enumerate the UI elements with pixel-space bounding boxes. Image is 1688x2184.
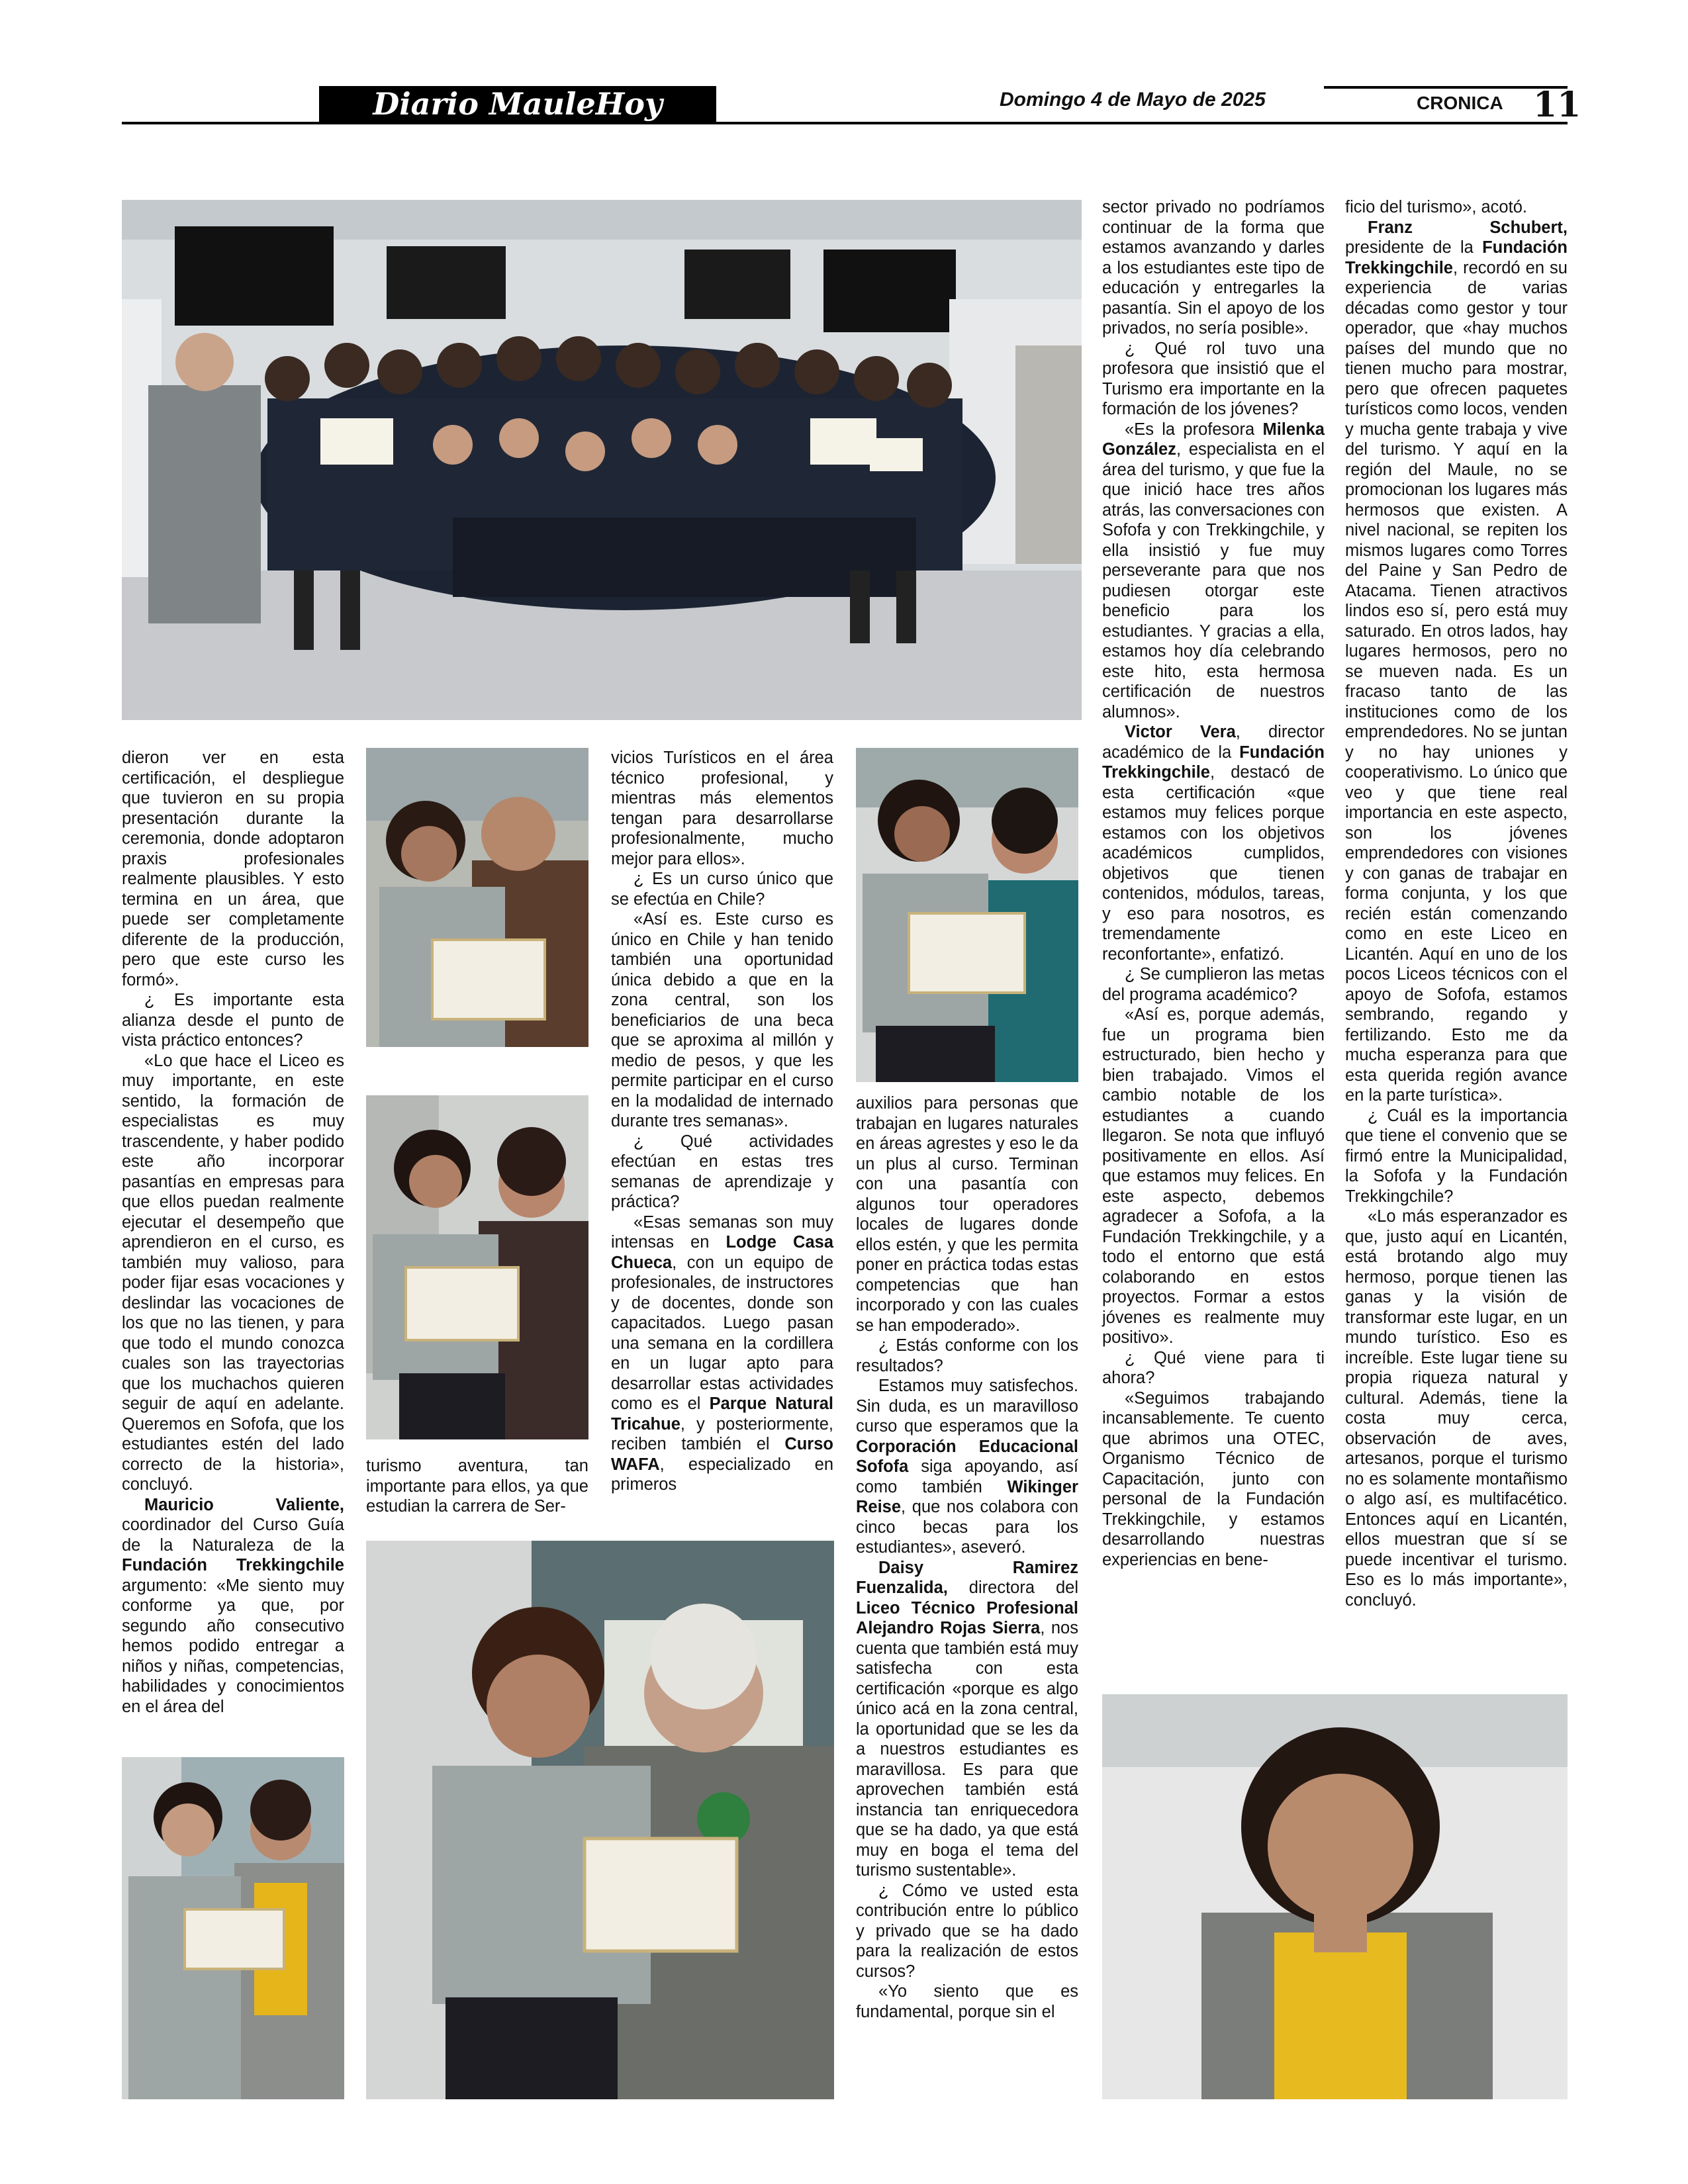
article-column-4 [856,1093,1078,2022]
wikinger-reise: Wikinger Reise [856,1477,1078,1516]
col1-paragraph-1: dieron ver en esta certificación, el despliegue que tuvieron en su propia presentación durante la ceremonia, donde adoptaron praxis profesionales realmente plausibles. Y esto termina en un área, que puede ser completamente diferente de la producción, pero que este curso les formó». [122,749,344,989]
page-number: 11 [1533,85,1581,125]
boy-woman-photo [122,1757,344,2099]
col5-question-2: ¿ Se cumplieron las metas del programa académico? [1102,965,1325,1004]
article-column-6 [1345,197,1568,1610]
name-mauricio-valiente: Mauricio Valiente, [144,1495,344,1514]
col4-question-2: ¿ Cómo ve usted esta contribución entre lo público y privado que se ha dado para la realización de estos cursos? [856,1881,1078,1981]
article-column-3 [611,748,833,1495]
org-trekkingchile-3: Fundación Trekkingchile [1345,238,1568,277]
col1-question-1: ¿ Es importante esta alianza desde el punto de vista práctico entonces? [122,991,344,1050]
col6-question-1: ¿ Cuál es la importancia que tiene el convenio que se firmó entre la Municipalidad, la Sofofa y la Fundación Trekkingchile? [1345,1106,1568,1206]
col5-paragraph-1: sector privado no podríamos continuar de la forma que estamos avanzando y darles a los estudiantes este tipo de educación y entregarles la pasantía. Sin el apoyo de los privados, no sería posible». [1102,198,1325,338]
masthead-logo: Diario MauleHoy [373,86,663,122]
section-name: CRONICA [1417,93,1503,113]
header-rule-top-right [1324,86,1568,89]
col5-paragraph-6: «Así es, porque además, fue un programa bien estructurado, bien hecho y bien trabajado. Vimos el cambio notable de los estudiantes a cuando llegaron. Se nota que influyó positivamente en ellos. Así que estamos muy felices. En este aspecto, debemos agradecer a Sofofa, a la Fundación Trekkingchile, y a todo el entorno que está colaborando en estos proyectos. Formar a estos jóvenes es realmente muy positivo». [1102,1005,1325,1347]
col3-paragraph-3: «Así es. Este curso es único en Chile y han tenido también una oportunidad única debido a que en la zona central, son los beneficiarios de una beca que se aproxima al millón y medio de pesos, y que les permite participar en el curso en la modalidad de internado durante tres semanas». [611,910,833,1130]
curso-wafa: Curso WAFA [611,1435,833,1474]
corporacion-sofofa: Corporación Educacional Sofofa [856,1437,1078,1476]
article-column-5 [1102,197,1325,1570]
col3-paragraph-1: vicios Turísticos en el área técnico profesional, y mientras más elementos tengan para desarrollarse profesionalmente, mucho mejor para ellos». [611,749,833,868]
name-franz-schubert: Franz Schubert, [1368,218,1568,237]
header-rule-left [122,122,718,124]
parque-tricahue: Parque Natural Tricahue [611,1394,834,1433]
col1-paragraph-4: Mauricio Valiente, coordinador del Curso Guía de la Naturaleza de la Fundación Trekkingchile argumento: «Me siento muy conforme ya que, por segundo año consecutivo hemos podido entregar a niños y niñas, competencias, habilidades y conocimientos en el área del [122,1495,344,1716]
org-trekkingchile-2: Fundación Trekkingchile [1102,743,1325,782]
col4-paragraph-6: «Yo siento que es fundamental, porque sin el [856,1982,1078,2021]
issue-date: Domingo 4 de Mayo de 2025 [1000,89,1266,111]
col4-paragraph-4: Daisy Ramirez Fuenzalida, directora del Liceo Técnico Profesional Alejandro Rojas Sierra, nos cuenta que también está muy satisfecha con esta certificación «porque es algo único acá en la zona central, la oportunidad que se les da a nuestros estudiantes es maravillosa. Es para que aprovechen también está instancia tan enriquecedora que se ha dado, ya que está muy en boga el tema del turismo sustentable». [856,1558,1078,1880]
name-milenka-gonzalez: Milenka González [1102,420,1325,459]
liceo-name: Liceo Técnico Profesional Alejandro Rojas Sierra [856,1598,1078,1637]
header-rule-right [716,122,1568,124]
name-victor-vera: Victor Vera [1125,723,1236,741]
col4-paragraph-3: Estamos muy satisfechos. Sin duda, es un maravilloso curso que esperamos que la Corporación Educacional Sofofa siga apoyando, así como también Wikinger Reise, que nos colabora con cinco becas para los estudiantes», aseveró. [856,1377,1078,1557]
article-column-2 [366,1456,588,1517]
org-trekkingchile: Fundación Trekkingchile [122,1556,344,1574]
col5-paragraph-8: «Seguimos trabajando incansablemente. Te cuento que abrimos una OTEC, Organismo Técnico de Capacitación, junto con personal de la Fundación Trekkingchile, y estamos desarrollando nuestras experiencias en bene- [1102,1388,1325,1569]
col4-paragraph-1: auxilios para personas que trabajan en lugares naturales en áreas agrestes y eso le da un plus al curso. Terminan con una pasantía con algunos tour operadores locales de lugares donde ellos estén, y que les permita poner en práctica todas estas competencias que han incorporado y con las cuales se han empoderado». [856,1094,1078,1335]
group-photo [122,200,1082,720]
col5-paragraph-4: Victor Vera, director académico de la Fundación Trekkingchile, destacó de esta certificación «que estamos muy felices porque estamos con los objetivos académicos cumplidos, objetivos que tienen contenidos, módulos, tareas, y eso para nosotros, es tremendamente reconfortante», enfatizó. [1102,723,1325,964]
col6-paragraph-4: «Lo más esperanzador es que, justo aquí en Licantén, está brotando algo muy hermoso, porque tienen las ganas y la visión de transformar este lugar, en un mundo turístico. Eso es increíble. Este lugar tiene su propia riqueza natural y cultural. Además, tiene la costa muy cerca, observación de aves, artesanos, porque el turismo no es solamente montañismo o algo así, es multifacético. Entonces aquí en Licantén, ellos muestran que sí se puede incentivar el turismo. Eso es lo más importante», concluyó. [1345,1207,1568,1610]
student-teacher-photo [856,748,1078,1082]
col1-paragraph-3: «Lo que hace el Liceo es muy importante, en este sentido, la formación de especialistas es muy trascendente, y haber podido este año incorporar pasantías en empresas para que ellos puedan realmente ejecutar el desempeño que aprendieron en el curso, es también muy valioso, para poder fijar esas vocaciones y deslindar las vocaciones de los que no las tienen, y para que todo el mundo conozca cuales son las trayectorias que los muchachos quieren seguir de aquí en adelante. Queremos en Sofofa, que los estudiantes estén del lado correcto de la historia», concluyó. [122,1051,344,1494]
student-woman-photo [366,1095,588,1439]
lodge-casa-chueca: Lodge Casa Chueca [611,1233,833,1272]
col3-paragraph-5: «Esas semanas son muy intensas en Lodge Casa Chueca, con un equipo de profesionales, de instructores y de docentes, donde son capacitados. Luego pasan una semana en la cordillera en un lugar apto para desarrollar estas actividades como es el Parque Natural Tricahue, y posteriormente, reciben también el Curso WAFA, especializado en primeros [611,1212,834,1494]
col6-paragraph-2: Franz Schubert, presidente de la Fundación Trekkingchile, recordó en su experiencia de varias décadas como gestor y tour operador, que «hay muchos países del mundo que no tienen mucho para mostrar, pero que ofrecen paquetes turísticos como locos, venden y mucha gente trabaja y vive del turismo. Y aquí en la región del Maule, no se promocionan los lugares más hermosos que existen. A nivel nacional, se repiten los mismos lugares como Torres del Paine y San Pedro de Atacama. Tienen atractivos lindos eso sí, pero está muy saturado. En otros lados, hay lugares hermosos, pero no se mueven nada. Es un fracaso tanto de las instituciones como de los emprendedores. No se juntan y no hay uniones y cooperativismo. Lo único que veo y que tiene real importancia en este aspecto, son los jóvenes emprendedores con visiones y con ganas de trabajar en forma conjunta, y los que recién están comenzando como en este Liceo en Licantén. Aquí en uno de los pocos Liceos técnicos con el apoyo de Sofofa, estamos sembrando, regando y fertilizando. Esto me da mucha esperanza para que esta querida región avance en la parte turística». [1345,218,1568,1105]
student-elder-photo [366,1541,834,2099]
col5-paragraph-3: «Es la profesora Milenka González, especialista en el área del turismo, y que fue la que inició hace tres años atrás, las conversaciones con Sofofa y con Trekkingchile, y ella insistió y fue muy perseverante para que nos pudiesen otorgar este beneficio para los estudiantes. Y gracias a ella, estamos hoy día celebrando este hito, esta hermosa certificación de nuestros alumnos». [1102,420,1325,721]
col5-question-1: ¿ Qué rol tuvo una profesora que insistió que el Turismo era importante en la formación de los jóvenes? [1102,339,1325,418]
col4-question-1: ¿ Estás conforme con los resultados? [856,1336,1078,1375]
col5-question-3: ¿ Qué viene para ti ahora? [1102,1348,1325,1387]
col2-paragraph-1: turismo aventura, tan importante para ellos, ya que estudian la carrera de Ser- [366,1457,588,1516]
col6-paragraph-1: ficio del turismo», acotó. [1345,198,1527,216]
name-daisy-ramirez: Daisy Ramirez Fuenzalida, [856,1558,1078,1597]
portrait-photo [1102,1694,1568,2099]
article-column-1 [122,748,344,1717]
col3-question-2: ¿ Qué actividades efectúan en estas tres semanas de aprendizaje y práctica? [611,1132,833,1211]
col3-question-1: ¿ Es un curso único que se efectúa en Chile? [611,870,833,909]
student-man-photo [366,748,588,1047]
